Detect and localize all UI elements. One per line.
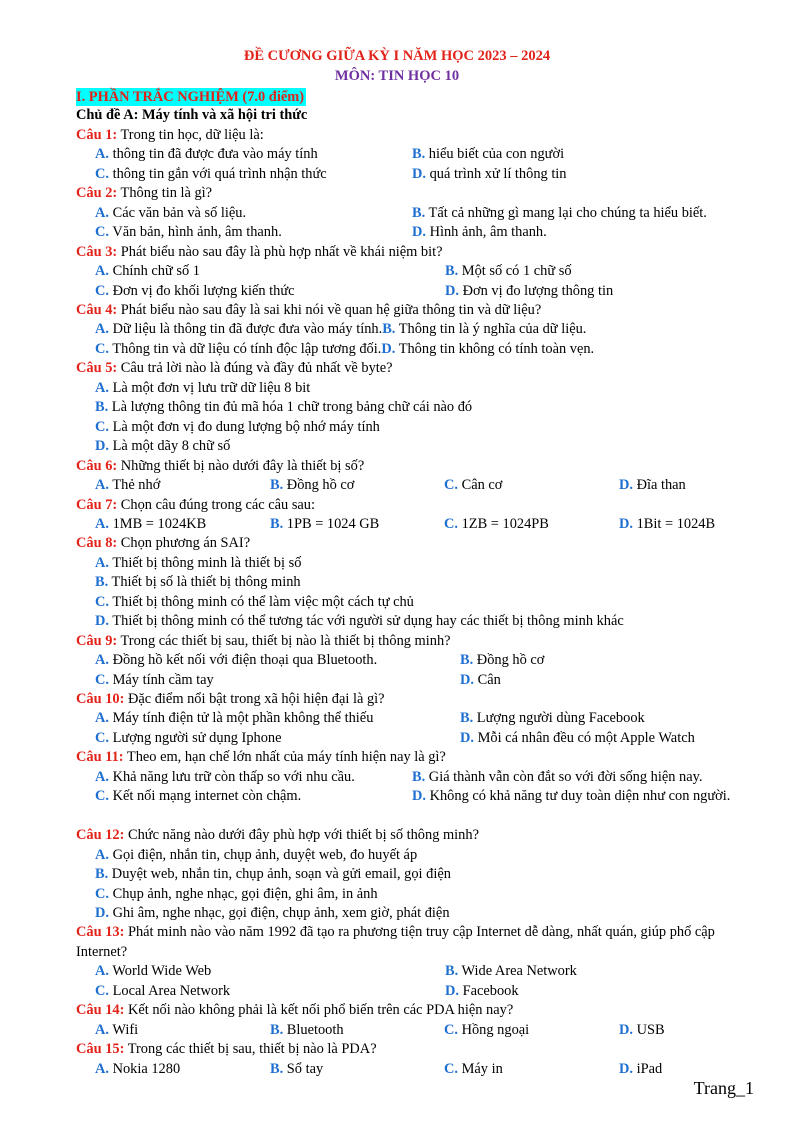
option-text: Máy tính điện tử là một phần không thể thiếu [109,710,374,727]
option [412,165,567,184]
option-letter: B. [412,204,426,221]
question-text: Những thiết bị nào dưới đây là thiết bị số? [117,457,365,474]
option-text: Đĩa than [633,477,686,494]
option [95,787,301,806]
option-letter: B. [270,1060,284,1077]
option-text: Thông tin là ý nghĩa của dữ liệu. [395,321,587,338]
option [412,787,754,806]
question [76,632,754,651]
option-row [76,165,754,184]
option [270,1021,344,1040]
option [95,165,327,184]
option-letter: D. [619,515,633,532]
question [76,748,754,767]
option-text: Là một dãy 8 chữ số [109,438,231,455]
option-row [76,282,754,301]
option-text: thông tin gắn với quá trình nhận thức [109,165,327,182]
question-text: Chức năng nào dưới đây phù hợp với thiết bị số thông minh? [124,827,479,844]
option-text: Bluetooth [283,1021,344,1038]
option [76,904,754,923]
option-text: Cân cơ [458,477,503,494]
option-text: 1PB = 1024 GB [283,515,380,532]
option-letter: B. [460,710,474,727]
option-text: Các văn bản và số liệu. [109,204,247,221]
option-text: USB [633,1021,665,1038]
option-text: Văn bản, hình ảnh, âm thanh. [109,224,282,241]
question-text: Theo em, hạn chế lớn nhất của máy tính hiện nay là gì? [123,749,446,766]
option-letter: D. [412,788,426,805]
option [76,379,754,398]
option-letter: D. [95,438,109,455]
question [76,301,754,320]
option [95,651,377,670]
option [270,476,354,495]
option-text: Thiết bị số là thiết bị thông minh [108,574,301,591]
option-text: Chính chữ số 1 [109,263,200,280]
option [445,262,572,281]
question [76,826,754,845]
option-text: Là một đơn vị lưu trữ dữ liệu 8 bit [109,379,311,396]
option-letter: C. [95,340,109,357]
option [95,476,160,495]
option-letter: A. [95,146,109,163]
question-number: Câu 9: [76,632,118,649]
option [95,982,230,1001]
option-letter: C. [95,729,109,746]
question [76,184,754,203]
option-text: Tất cả những gì mang lại cho chúng ta hiểu biết. [425,204,707,221]
option-letter: D. [412,165,426,182]
option-row [76,476,754,495]
option-text: iPad [633,1060,663,1077]
question-number: Câu 10: [76,690,125,707]
option-letter: C. [95,788,109,805]
question [76,923,736,962]
option-text: Facebook [459,982,519,999]
option-text: Khả năng lưu trữ còn thấp so với nhu cầu. [109,768,355,785]
option-row [76,1021,754,1040]
option [270,1060,323,1079]
option-text: 1Bit = 1024B [633,515,716,532]
option-text: Gọi điện, nhắn tin, chụp ảnh, duyệt web, đo huyết áp [109,846,418,863]
question [76,457,754,476]
option [412,145,564,164]
question-text: Đặc điểm nổi bật trong xã hội hiện đại là gì? [124,690,385,707]
option-text: Là lượng thông tin đủ mã hóa 1 chữ trong bảng chữ cái nào đó [108,399,473,416]
option-letter: A. [95,204,109,221]
option [412,204,707,223]
option-text: 1MB = 1024KB [109,515,207,532]
question-number: Câu 15: [76,1041,125,1058]
option-text: Không có khả năng tư duy toàn diện như con người. [426,788,731,805]
option-letter: C. [444,515,458,532]
option-letter: A. [95,1021,109,1038]
option-text: Thiết bị thông minh là thiết bị số [109,554,302,571]
section-heading: I. PHẦN TRẮC NGHIỆM (7.0 điểm) [76,89,304,105]
question [76,359,754,378]
option-letter: A. [95,477,109,494]
option-text: Đồng hồ kết nối với điện thoại qua Bluetooth. [109,652,378,669]
option-text: Wide Area Network [458,963,577,980]
option-text: Đồng hồ cơ [283,477,355,494]
option-text: Kết nối mạng internet còn chậm. [109,788,302,805]
question-text: Kết nối nào không phải là kết nối phổ biến trên các PDA hiện nay? [124,1002,514,1019]
option-letter: D. [445,282,459,299]
option-text: Thiết bị thông minh có thể tương tác với người sử dụng hay các thiết bị thông minh khác [109,613,624,630]
question-text: Phát biểu nào sau đây là sai khi nói về quan hệ giữa thông tin và dữ liệu? [117,301,542,318]
option-text: Local Area Network [109,982,231,999]
option-text: Lượng người dùng Facebook [473,710,645,727]
option-letter: D. [381,340,396,357]
option-letter: B. [270,515,284,532]
option [76,554,754,573]
option [76,418,754,437]
option [619,1060,662,1079]
option [95,768,355,787]
question-number: Câu 14: [76,1002,125,1019]
option-text: Dữ liệu là thông tin đã được đưa vào máy tính. [109,321,383,338]
option [460,671,501,690]
option [76,593,754,612]
option-text: Giá thành vẫn còn đắt so với đời sống hiện nay. [425,768,703,785]
option-letter: D. [619,477,633,494]
question-number: Câu 5: [76,360,118,377]
option-letter: C. [95,885,109,902]
option-text: Đơn vị đo khối lượng kiến thức [109,282,295,299]
option-letter: C. [444,477,458,494]
option-text: Một số có 1 chữ số [458,263,572,280]
option [95,145,318,164]
option-text: hiểu biết của con người [425,146,565,163]
option-letter: A. [95,263,109,280]
option-row [76,651,754,670]
option-letter: B. [95,574,109,591]
option-text: Lượng người sử dụng Iphone [109,729,282,746]
option-letter: A. [95,963,109,980]
option-row [76,1060,754,1079]
option-letter: A. [95,768,109,785]
option [270,515,379,534]
option [95,223,282,242]
question-number: Câu 1: [76,127,118,143]
option [95,729,282,748]
question [76,690,754,709]
option-row [76,204,754,223]
option-row [76,729,754,748]
option-row [76,787,754,826]
option [444,476,502,495]
question-text: Trong tin học, dữ liệu là: [117,127,264,143]
question-text: Chọn câu đúng trong các câu sau: [117,496,315,513]
option-letter: B. [445,263,459,280]
option [445,962,577,981]
option-text: Là một đơn vị đo dung lượng bộ nhớ máy tính [109,418,380,435]
option-letter: D. [95,905,109,922]
question-number: Câu 7: [76,496,118,513]
option-letter: C. [95,982,109,999]
question [76,126,754,145]
option [445,982,519,1001]
option-letter: A. [95,710,109,727]
option-text: Thiết bị thông minh có thể làm việc một cách tự chủ [109,593,414,610]
option-text: Máy tính cầm tay [109,671,214,688]
option [76,398,754,417]
option-letter: C. [95,671,109,688]
question-text: Trong các thiết bị sau, thiết bị nào là thiết bị thông minh? [117,632,451,649]
question-number: Câu 8: [76,535,118,552]
option-text: Chụp ảnh, nghe nhạc, gọi điện, ghi âm, in ảnh [109,885,378,902]
option [412,223,547,242]
option-letter: A. [95,846,109,863]
option-letter: C. [444,1021,458,1038]
option-text: Đồng hồ cơ [473,652,545,669]
option [619,1021,665,1040]
option-letter: C. [444,1060,458,1077]
topic-heading: Chủ đề A: Máy tính và xã hội tri thức [76,107,308,123]
option-letter: C. [95,282,109,299]
question-number: Câu 13: [76,924,125,941]
option-letter: D. [445,982,459,999]
question-text: Phát biểu nào sau đây là phù hợp nhất về khái niệm bit? [117,243,443,260]
option [95,204,246,223]
option-letter: B. [270,477,284,494]
option-letter: C. [95,418,109,435]
option-text: Sổ tay [283,1060,324,1077]
option-letter: B. [460,652,474,669]
option-text: Duyệt web, nhắn tin, chụp ảnh, soạn và gửi email, gọi điện [108,866,451,883]
option-text: Thông tin không có tính toàn vẹn. [395,340,595,357]
option [76,437,754,456]
option [76,885,754,904]
question-text: Chọn phương án SAI? [117,535,251,552]
option-text: quá trình xử lí thông tin [426,165,567,182]
option [95,515,206,534]
option [444,1021,529,1040]
option [76,612,754,631]
option-letter: D. [619,1060,633,1077]
option-row [76,320,754,339]
option-letter: D. [460,671,474,688]
option-letter: C. [95,224,109,241]
question-number: Câu 11: [76,749,124,766]
option [95,282,295,301]
question-text: Trong các thiết bị sau, thiết bị nào là PDA? [124,1041,377,1058]
question [76,496,754,515]
option-row [76,982,754,1001]
document-title: ĐỀ CƯƠNG GIỮA KỲ I NĂM HỌC 2023 – 2024 [243,48,551,64]
subject-title: MÔN: TIN HỌC 10 [334,68,460,84]
option [95,1021,138,1040]
option-text: Cân [474,671,501,688]
question [76,534,754,553]
option-letter: D. [460,729,474,746]
option-letter: D. [95,613,109,630]
question [76,1040,754,1059]
option-text: thông tin đã được đưa vào máy tính [109,146,318,163]
option-letter: B. [95,866,109,883]
question-text: Phát minh nào vào năm 1992 đã tạo ra phương tiện truy cập Internet dễ dàng, nhất quán, giúp phổ cập Internet? [76,924,715,960]
option-letter: C. [95,165,109,182]
option-letter: A. [95,652,109,669]
option-letter: A. [95,321,109,338]
question-number: Câu 6: [76,457,118,474]
option-row [76,262,754,281]
option [76,573,754,592]
option-row [76,671,754,690]
option-letter: A. [95,515,109,532]
option-row [76,145,754,164]
option [95,709,373,728]
option-letter: B. [270,1021,284,1038]
option [95,962,211,981]
option-text: Thông tin và dữ liệu có tính độc lập tương đối. [109,340,382,357]
option-letter: D. [619,1021,633,1038]
question-number: Câu 2: [76,185,118,202]
option [95,262,200,281]
option [444,515,549,534]
option [444,1060,503,1079]
option-text: Thẻ nhớ [109,477,161,494]
option-row [76,340,754,359]
question-number: Câu 3: [76,243,118,260]
option [445,282,613,301]
option [460,729,695,748]
option-row [76,709,754,728]
option-letter: D. [412,224,426,241]
option-text: Nokia 1280 [109,1060,181,1077]
option-letter: B. [95,399,109,416]
question-text: Thông tin là gì? [117,185,213,202]
option [460,709,645,728]
option [619,476,686,495]
question-list [76,126,754,1079]
option-letter: A. [95,379,109,396]
question-number: Câu 12: [76,827,125,844]
option [619,515,715,534]
option-letter: A. [95,1060,109,1077]
option [95,1060,180,1079]
option-text: Hình ảnh, âm thanh. [426,224,547,241]
option-text: Đơn vị đo lượng thông tin [459,282,614,299]
option-text: Wifi [109,1021,139,1038]
option-row [76,223,754,242]
option-row [76,515,754,534]
option-row [76,962,754,981]
option-row [76,768,754,787]
option-text: Hồng ngoại [458,1021,530,1038]
option-letter: C. [95,593,109,610]
option [460,651,544,670]
option-letter: B. [445,963,459,980]
question [76,243,754,262]
option [95,671,214,690]
option-text: Ghi âm, nghe nhạc, gọi điện, chụp ảnh, xem giờ, phát điện [109,905,450,922]
option-letter: B. [412,768,426,785]
option-text: World Wide Web [109,963,212,980]
option [412,768,702,787]
option-text: Máy in [458,1060,503,1077]
option-letter: B. [382,321,396,338]
option-letter: A. [95,554,109,571]
option-text: 1ZB = 1024PB [458,515,549,532]
page-number: Trang_1 [693,1078,754,1098]
option-letter: B. [412,146,426,163]
question-text: Câu trả lời nào là đúng và đầy đủ nhất về byte? [117,360,393,377]
option [76,865,754,884]
question [76,1001,754,1020]
option-text: Mỗi cá nhân đều có một Apple Watch [474,729,695,746]
option [76,846,754,865]
question-number: Câu 4: [76,301,118,318]
